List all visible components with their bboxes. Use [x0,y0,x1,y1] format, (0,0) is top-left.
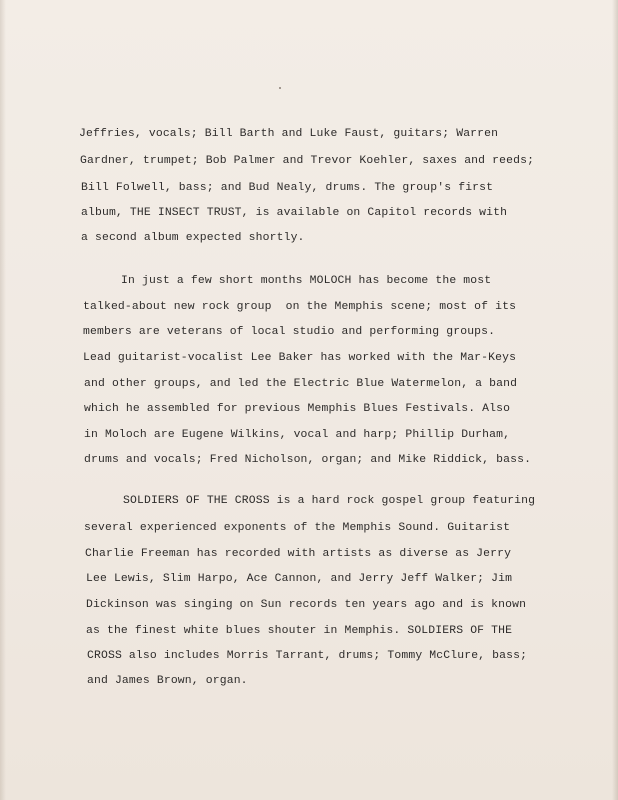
text-line: Jeffries, vocals; Bill Barth and Luke Faust, guitars; Warren [79,128,499,140]
text-line: several experienced exponents of the Memphis Sound. Guitarist [84,522,511,534]
text-line: album, THE INSECT TRUST, is available on Capitol records with [81,207,508,219]
text-line: Charlie Freeman has recorded with artists as diverse as Jerry [85,548,512,560]
text-line: and other groups, and led the Electric Blue Watermelon, a band [84,378,518,390]
text-line: as the finest white blues shouter in Memphis. SOLDIERS OF THE [86,625,513,637]
text-line: and James Brown, organ. [87,675,248,687]
text-line: a second album expected shortly. [81,232,305,244]
page-right-edge-shadow [612,0,618,800]
text-line: Lee Lewis, Slim Harpo, Ace Cannon, and Jerry Jeff Walker; Jim [86,573,513,585]
text-line: Dickinson was singing on Sun records ten years ago and is known [86,599,527,611]
text-line: Lead guitarist-vocalist Lee Baker has worked with the Mar-Keys [83,352,517,364]
paper-speck [279,87,281,89]
text-line: Gardner, trumpet; Bob Palmer and Trevor Koehler, saxes and reeds; [80,155,535,167]
text-line: drums and vocals; Fred Nicholson, organ; and Mike Riddick, bass. [84,454,532,466]
text-line: in Moloch are Eugene Wilkins, vocal and harp; Phillip Durham, [84,429,511,441]
text-line: talked-about new rock group on the Memphis scene; most of its [83,301,517,313]
text-line: Bill Folwell, bass; and Bud Nealy, drums. The group's first [81,182,494,194]
text-line: CROSS also includes Morris Tarrant, drums; Tommy McClure, bass; [87,650,528,662]
text-line: SOLDIERS OF THE CROSS is a hard rock gospel group featuring [123,495,536,507]
text-line: In just a few short months MOLOCH has become the most [121,275,492,287]
text-line: members are veterans of local studio and performing groups. [83,326,496,338]
page-left-edge-shadow [0,0,6,800]
text-line: which he assembled for previous Memphis Blues Festivals. Also [84,403,511,415]
